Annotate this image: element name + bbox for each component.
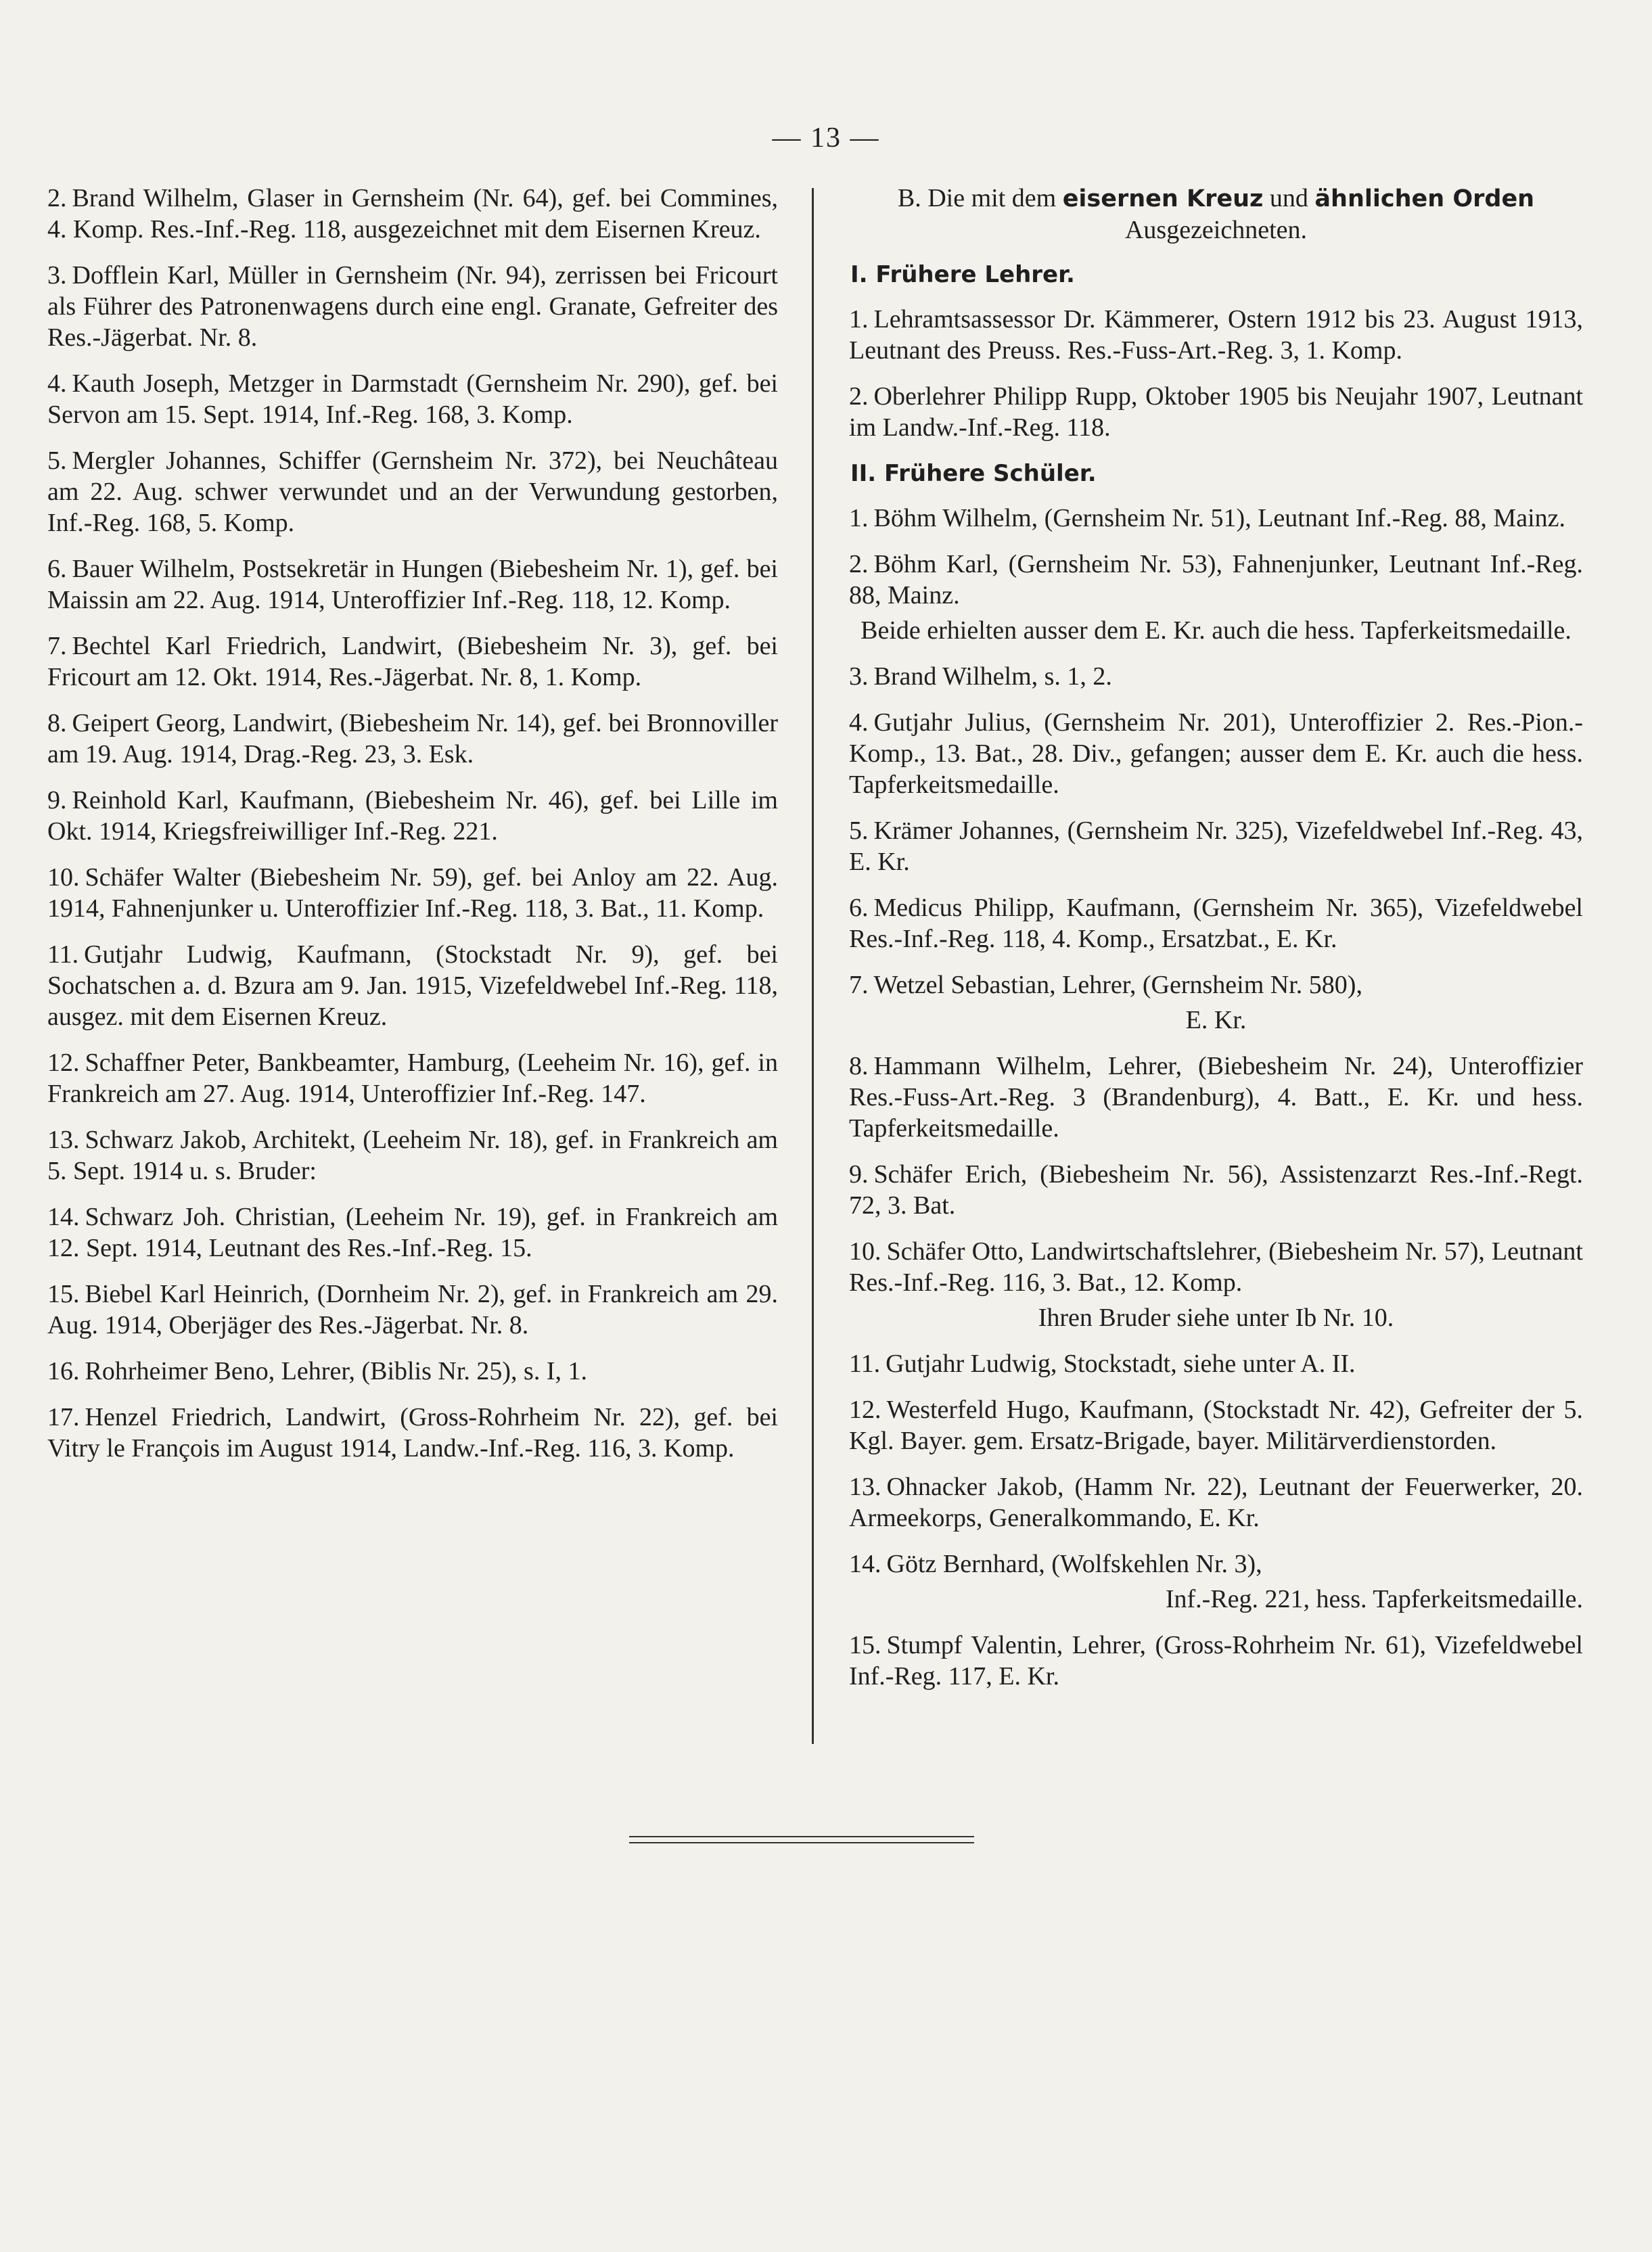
list-item: 2. Oberlehrer Philipp Rupp, Oktober 1905 bis Neujahr 1907, Leutnant im Landw.-Inf.-Reg. 118.: [849, 382, 1583, 442]
list-item: 1. Böhm Wilhelm, (Gernsheim Nr. 51), Leutnant Inf.-Reg. 88, Mainz.: [849, 504, 1566, 532]
list-item: 9. Reinhold Karl, Kaufmann, (Biebesheim Nr. 46), gef. bei Lille im Okt. 1914, Kriegsfreiwilliger Inf.-Reg. 221.: [47, 786, 778, 846]
list-item: 10. Schäfer Walter (Biebesheim Nr. 59), gef. bei Anloy am 22. Aug. 1914, Fahnenjunker u. Unteroffizier Inf.-Reg. 118, 3. Bat., 11. Komp.: [47, 863, 778, 923]
list-item: 7. Bechtel Karl Friedrich, Landwirt, (Biebesheim Nr. 3), gef. bei Fricourt am 12. Okt. 1914, Res.-Jägerbat. Nr. 8, 1. Komp.: [47, 632, 778, 691]
list-item: 8. Geipert Georg, Landwirt, (Biebesheim Nr. 14), gef. bei Bronnoviller am 19. Aug. 1914, Drag.-Reg. 23, 3. Esk.: [47, 709, 778, 768]
note: E. Kr.: [1185, 1006, 1247, 1034]
list-item: 12. Schaffner Peter, Bankbeamter, Hamburg, (Leeheim Nr. 16), gef. in Frankreich am 27. Aug. 1914, Unteroffizier Inf.-Reg. 147.: [47, 1049, 778, 1108]
list-item: 10. Schäfer Otto, Landwirtschaftslehrer, (Biebesheim Nr. 57), Leutnant Res.-Inf.-Reg. 116, 3. Bat., 12. Komp.: [849, 1237, 1583, 1297]
list-item: 11. Gutjahr Ludwig, Kaufmann, (Stockstadt Nr. 9), gef. bei Sochatschen a. d. Bzura am 9. Jan. 1915, Vizefeldwebel Inf.-Reg. 118, ausgez. mit dem Eisernen Kreuz.: [47, 940, 778, 1031]
list-item: 11. Gutjahr Ludwig, Stockstadt, siehe unter A. II.: [849, 1350, 1356, 1378]
heading-teachers: I. Frühere Lehrer.: [850, 261, 1075, 288]
list-item: 5. Mergler Johannes, Schiffer (Gernsheim Nr. 372), bei Neuchâteau am 22. Aug. schwer verwundet und an der Verwundung gestorben, Inf.-Reg. 168, 5. Komp.: [47, 446, 778, 537]
list-item: 14. Götz Bernhard, (Wolfskehlen Nr. 3),: [849, 1550, 1262, 1578]
list-item: 6. Medicus Philipp, Kaufmann, (Gernsheim Nr. 365), Vizefeldwebel Res.-Inf.-Reg. 118, 4. Komp., Ersatzbat., E. Kr.: [849, 894, 1583, 953]
list-item: 3. Brand Wilhelm, s. 1, 2.: [849, 662, 1112, 691]
note: Ihren Bruder siehe unter Ib Nr. 10.: [1038, 1304, 1394, 1332]
section-title: B. Die mit dem eisernen Kreuz und ähnlichen Orden Ausgezeichneten.: [897, 184, 1535, 244]
list-item: 2. Brand Wilhelm, Glaser in Gernsheim (Nr. 64), gef. bei Commines, 4. Komp. Res.-Inf.-Reg. 118, ausgezeichnet mit dem Eisernen Kreuz.: [47, 184, 778, 244]
right-column: [849, 183, 1583, 1707]
list-item: 9. Schäfer Erich, (Biebesheim Nr. 56), Assistenzarzt Res.-Inf.-Regt. 72, 3. Bat.: [849, 1160, 1583, 1220]
list-item: 16. Rohrheimer Beno, Lehrer, (Biblis Nr. 25), s. I, 1.: [47, 1357, 588, 1385]
page-number: — 13 —: [772, 122, 880, 154]
note: Beide erhielten ausser dem E. Kr. auch die hess. Tapferkeitsmedaille.: [861, 616, 1571, 645]
list-item: 15. Biebel Karl Heinrich, (Dornheim Nr. 2), gef. in Frankreich am 29. Aug. 1914, Oberjäger des Res.-Jägerbat. Nr. 8.: [47, 1280, 778, 1339]
list-item: 14. Schwarz Joh. Christian, (Leeheim Nr. 19), gef. in Frankreich am 12. Sept. 1914, Leutnant des Res.-Inf.-Reg. 15.: [47, 1203, 778, 1262]
list-item: 6. Bauer Wilhelm, Postsekretär in Hungen (Biebesheim Nr. 1), gef. bei Maissin am 22. Aug. 1914, Unteroffizier Inf.-Reg. 118, 12. Komp.: [47, 555, 778, 614]
list-item: 3. Dofflein Karl, Müller in Gernsheim (Nr. 94), zerrissen bei Fricourt als Führer des Patronenwagens durch eine engl. Granate, Gefreiter des Res.-Jägerbat. Nr. 8.: [47, 261, 778, 352]
left-column: [47, 183, 778, 1479]
list-item: 8. Hammann Wilhelm, Lehrer, (Biebesheim Nr. 24), Unteroffizier Res.-Fuss-Art.-Reg. 3 (Brandenburg), 4. Batt., E. Kr. und hess. Tapferkeitsmedaille.: [849, 1052, 1583, 1143]
list-item: 12. Westerfeld Hugo, Kaufmann, (Stockstadt Nr. 42), Gefreiter der 5. Kgl. Bayer. gem. Ersatz-Brigade, bayer. Militärverdienstorden.: [849, 1396, 1583, 1455]
list-item: 5. Krämer Johannes, (Gernsheim Nr. 325), Vizefeldwebel Inf.-Reg. 43, E. Kr.: [849, 817, 1583, 876]
note: Inf.-Reg. 221, hess. Tapferkeitsmedaille.: [1165, 1585, 1583, 1613]
list-item: 13. Ohnacker Jakob, (Hamm Nr. 22), Leutnant der Feuerwerker, 20. Armeekorps, Generalkommando, E. Kr.: [849, 1473, 1583, 1532]
list-item: 7. Wetzel Sebastian, Lehrer, (Gernsheim Nr. 580),: [849, 971, 1362, 999]
list-item: 17. Henzel Friedrich, Landwirt, (Gross-Rohrheim Nr. 22), gef. bei Vitry le François im August 1914, Landw.-Inf.-Reg. 116, 3. Komp.: [47, 1403, 778, 1463]
list-item: 13. Schwarz Jakob, Architekt, (Leeheim Nr. 18), gef. in Frankreich am 5. Sept. 1914 u. s. Bruder:: [47, 1126, 778, 1185]
list-item: 4. Gutjahr Julius, (Gernsheim Nr. 201), Unteroffizier 2. Res.-Pion.-Komp., 13. Bat., 28. Div., gefangen; ausser dem E. Kr. auch die hess. Tapferkeitsmedaille.: [849, 708, 1583, 799]
list-item: 15. Stumpf Valentin, Lehrer, (Gross-Rohrheim Nr. 61), Vizefeldwebel Inf.-Reg. 117, E. Kr.: [849, 1631, 1583, 1691]
closing-rule: [629, 1836, 974, 1843]
list-item: 2. Böhm Karl, (Gernsheim Nr. 53), Fahnenjunker, Leutnant Inf.-Reg. 88, Mainz.: [849, 550, 1583, 610]
list-item: 4. Kauth Joseph, Metzger in Darmstadt (Gernsheim Nr. 290), gef. bei Servon am 15. Sept. 1914, Inf.-Reg. 168, 3. Komp.: [47, 369, 778, 429]
heading-students: II. Frühere Schüler.: [850, 460, 1097, 487]
column-divider: [812, 188, 814, 1744]
list-item: 1. Lehramtsassessor Dr. Kämmerer, Ostern 1912 bis 23. August 1913, Leutnant des Preuss. Res.-Fuss-Art.-Reg. 3, 1. Komp.: [849, 305, 1583, 365]
